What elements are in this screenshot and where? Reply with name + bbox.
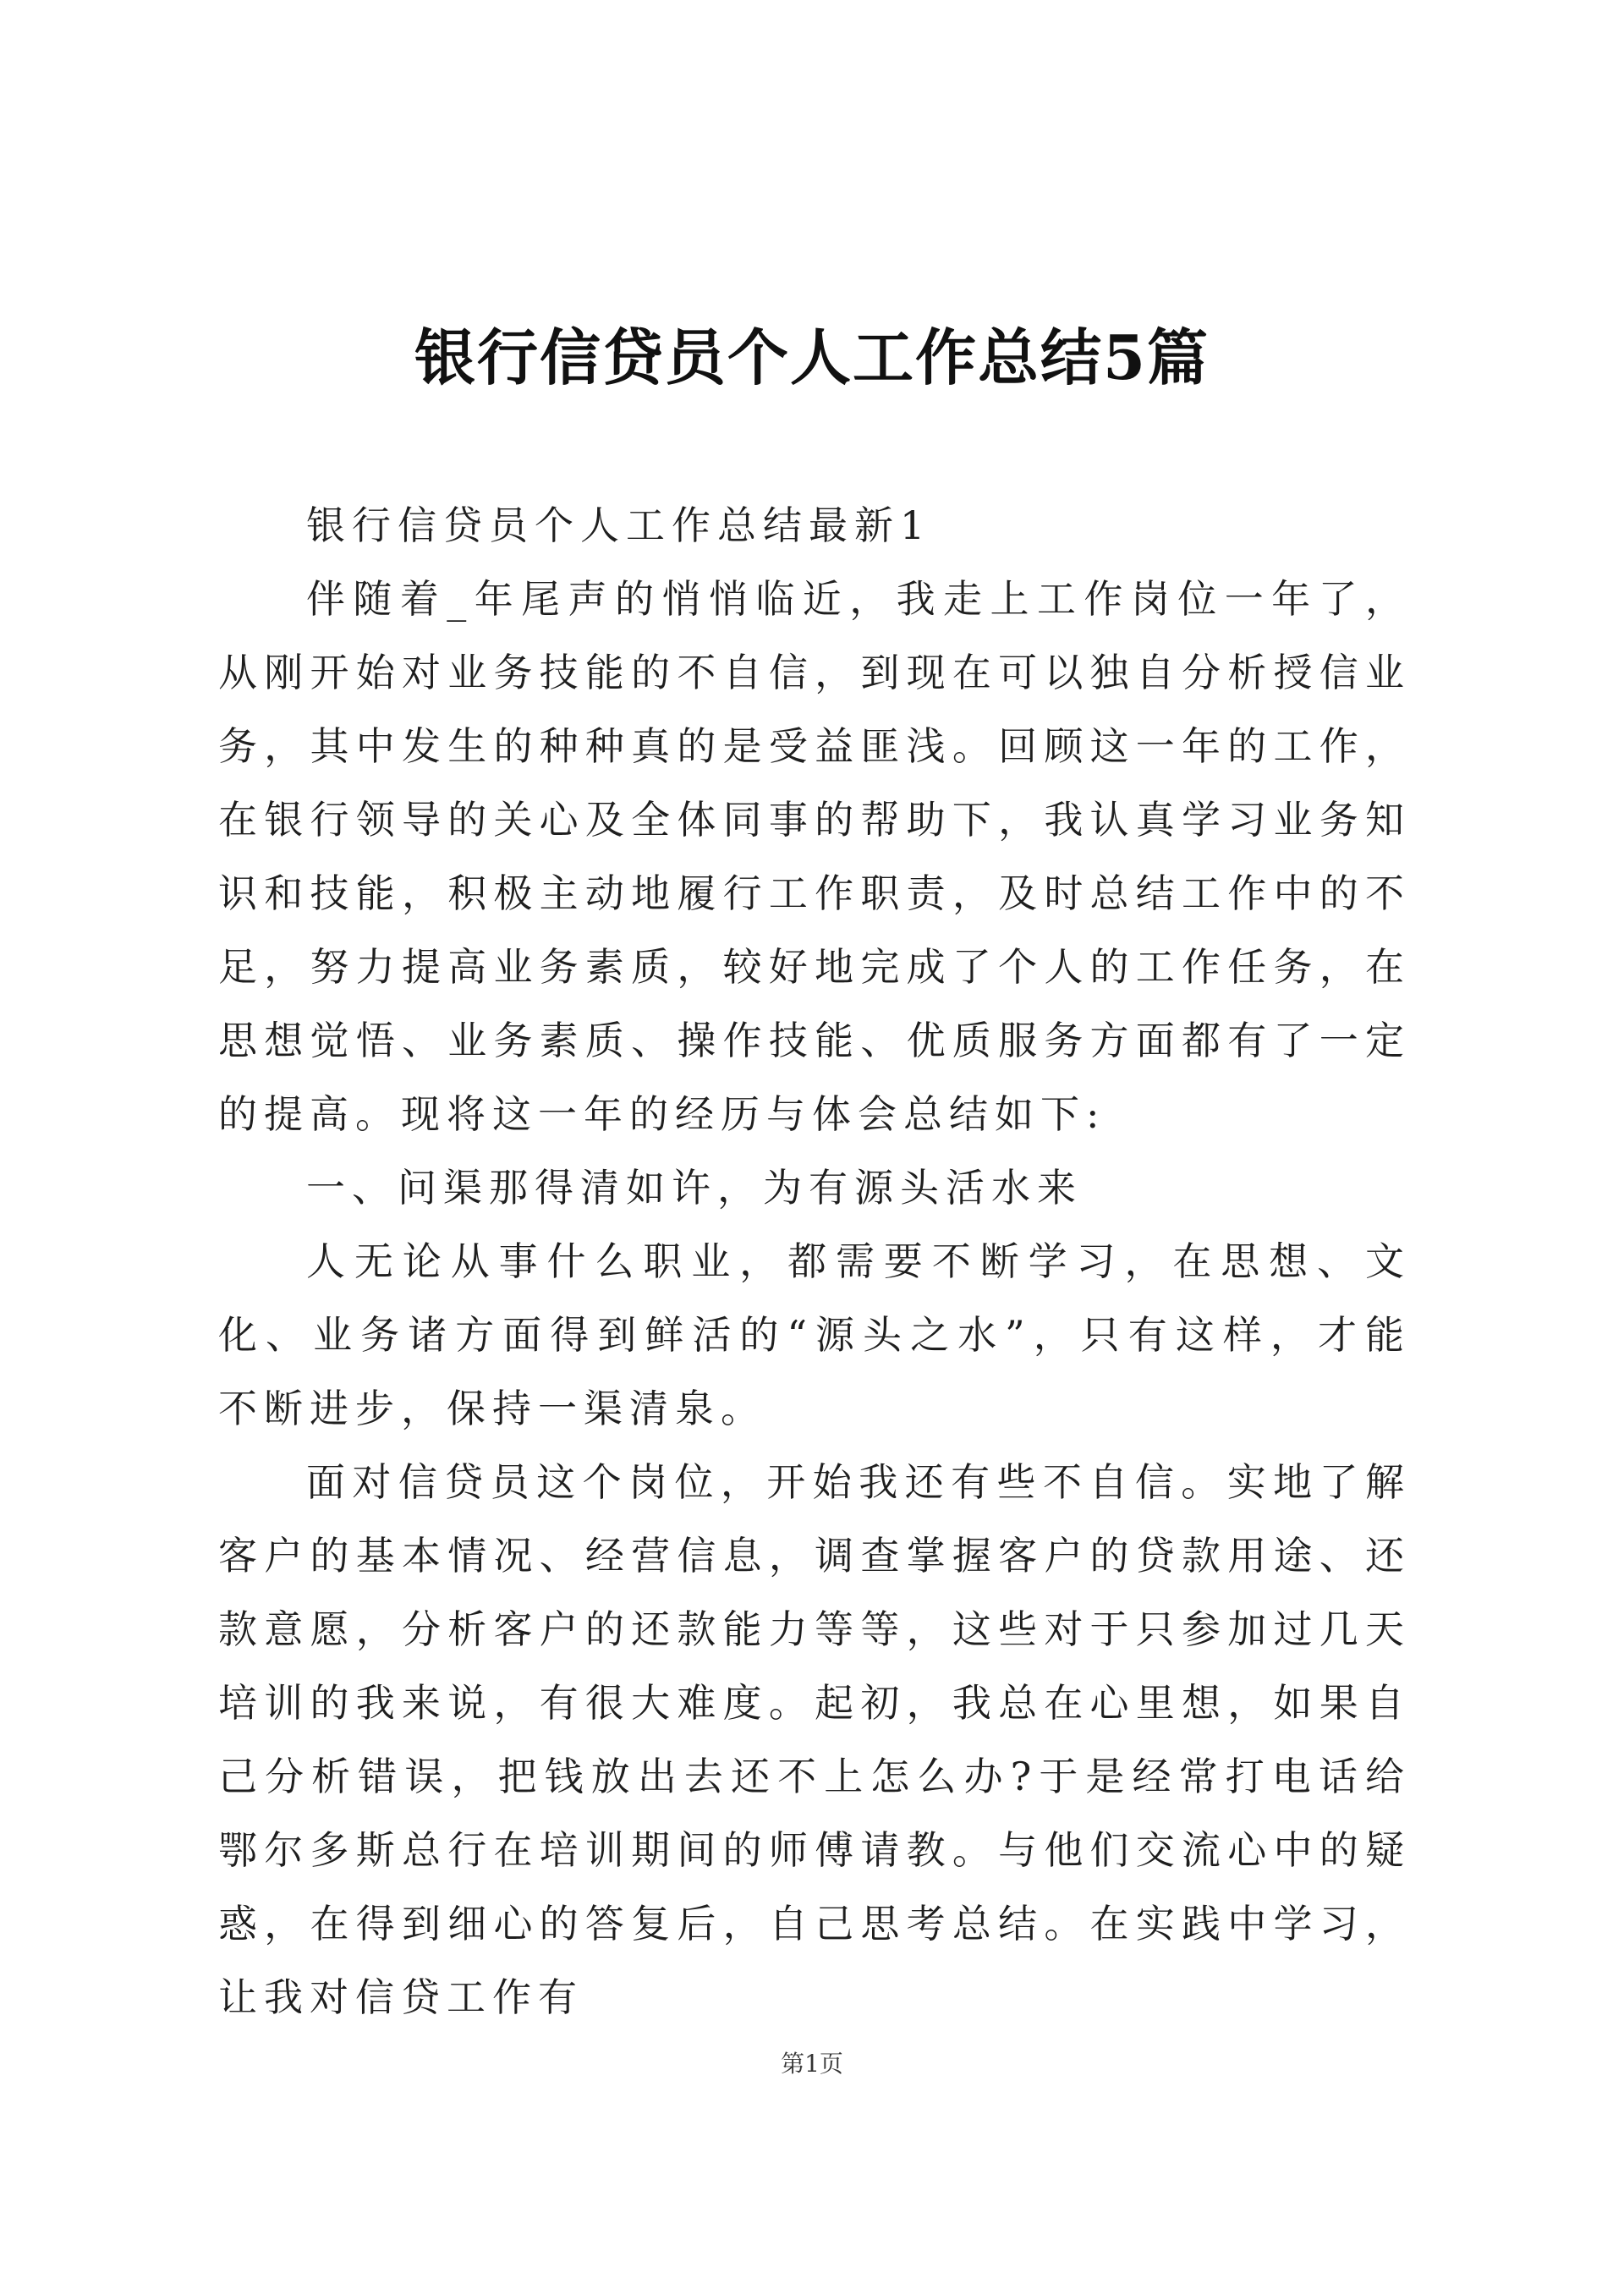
page-number: 第1页 — [781, 2050, 843, 2078]
paragraph: 面对信贷员这个岗位，开始我还有些不自信。实地了解客户的基本情况、经营信息，调查掌握客户的贷款用途、还款意愿，分析客户的还款能力等等，这些对于只参加过几天培训的我来说，有很大难度。起初，我总在心里想，如果自己分析错误，把钱放出去还不上怎么办?于是经常打电话给鄂尔多斯总行在培训期间的师傅请教。与他们交流心中的疑惑，在得到细心的答复后，自己思考总结。在实践中学习，让我对信贷工作有 — [218, 1459, 1411, 2020]
document-body — [218, 489, 1411, 2034]
paragraph: 伴随着_年尾声的悄悄临近，我走上工作岗位一年了，从刚开始对业务技能的不自信，到现在可以独自分析授信业务，其中发生的种种真的是受益匪浅。回顾这一年的工作，在银行领导的关心及全体同事的帮助下，我认真学习业务知识和技能，积极主动地履行工作职责，及时总结工作中的不足，努力提高业务素质，较好地完成了个人的工作任务，在思想觉悟、业务素质、操作技能、优质服务方面都有了一定的提高。现将这一年的经历与体会总结如下: — [218, 576, 1411, 1137]
subsection-heading: 一、问渠那得清如许，为有源头活水来 — [306, 1165, 1083, 1211]
document-title: 银行信贷员个人工作总结5篇 — [414, 321, 1210, 393]
paragraph: 人无论从事什么职业，都需要不断学习，在思想、文化、业务诸方面得到鲜活的“源头之水”，只有这样，才能不断进步，保持一渠清泉。 — [218, 1238, 1411, 1431]
section-heading: 银行信贷员个人工作总结最新1 — [306, 502, 932, 548]
